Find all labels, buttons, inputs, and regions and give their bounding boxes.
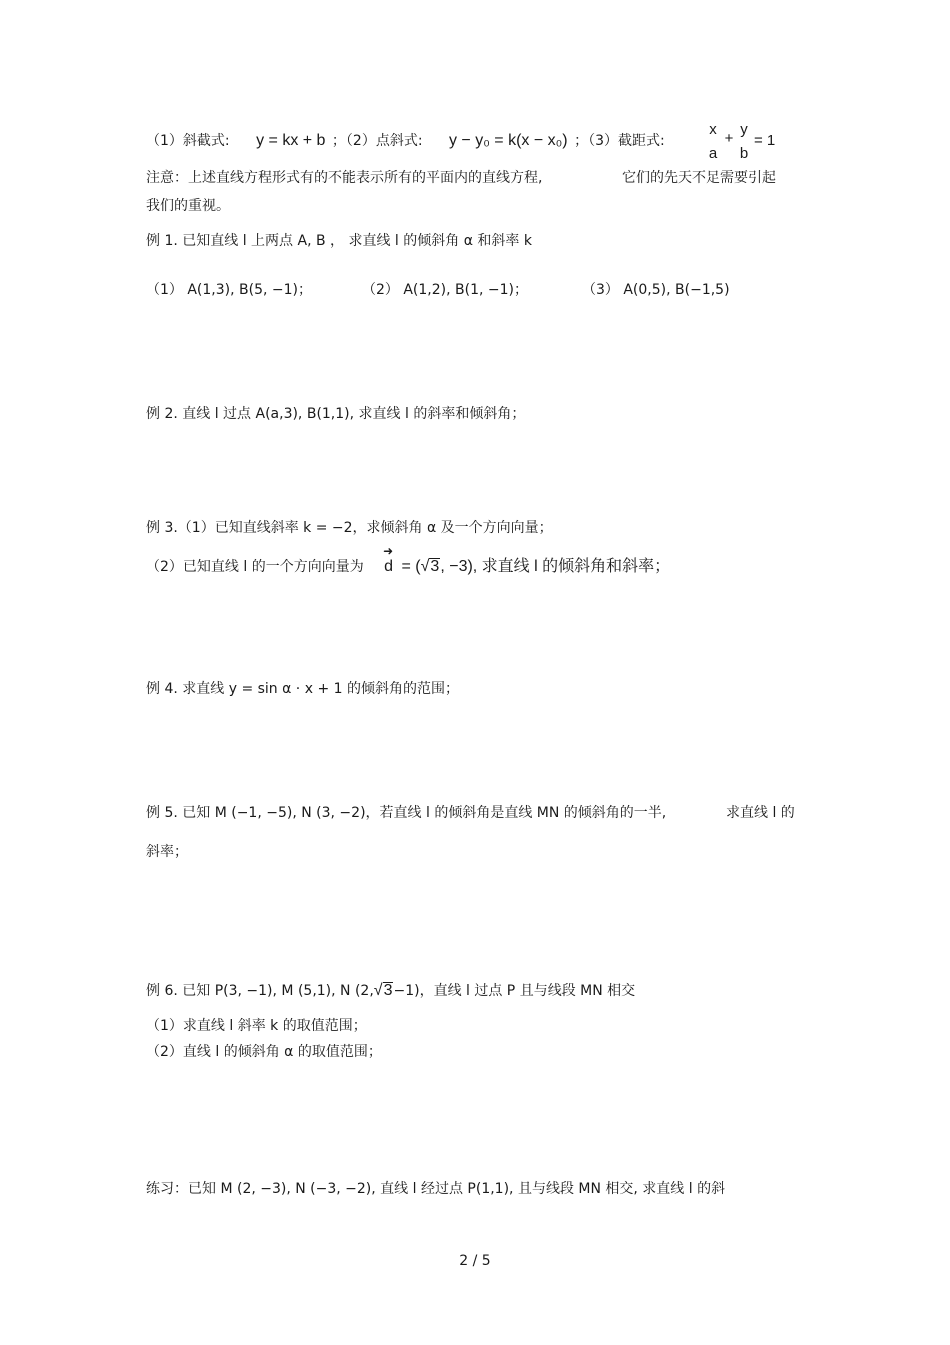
point-slope-equation: y − y₀ = k(x − x₀) (448, 132, 568, 149)
note-line-2: 我们的重视。 (146, 198, 230, 214)
intercept-frac-y (737, 121, 751, 163)
intercept-rhs: = 1 (754, 132, 776, 149)
example-4: 例 4. 求直线 y = sin α · x + 1 的倾斜角的范围； (146, 681, 459, 697)
direction-vector: ➜ d (383, 544, 394, 575)
example-1-part-3: （3） A(0,5), B(−1,5) (582, 282, 730, 298)
vector-arrow-icon: ➜ (383, 544, 394, 558)
example-6-question-1: （1）求直线 l 斜率 k 的取值范围； (146, 1018, 367, 1034)
sqrt-3: √3 (373, 982, 393, 999)
frac-numerator-x: x (709, 121, 717, 138)
example-1-part-2: （2） A(1,2), B(1, −1)； (362, 282, 528, 298)
example-6-title (146, 981, 635, 1001)
practice-problem: 练习：已知 M (2, −3), N (−3, −2), 直线 l 经过点 P(1,1), 且与线段 MN 相交, 求直线 l 的斜 (146, 1181, 726, 1197)
frac-denominator-a: a (708, 145, 718, 162)
sqrt-3: √3 (420, 558, 440, 575)
formula-line (146, 131, 665, 151)
vector-equals: = ( (401, 558, 421, 575)
example-5-line-2: 斜率； (146, 844, 188, 860)
example-1-part-1: （1） A(1,3), B(5, −1)； (146, 282, 312, 298)
frac-denominator-b: b (739, 145, 749, 162)
example-5-line-1b: 求直线 l 的 (726, 805, 795, 821)
example-3-line-2-text: （2）已知直线 l 的一个方向向量为 (146, 559, 364, 575)
example-3-line-1: 例 3.（1）已知直线斜率 k = −2，求倾斜角 α 及一个方向向量； (146, 520, 553, 536)
intercept-label: ；（3）截距式: (574, 133, 665, 149)
example-2: 例 2. 直线 l 过点 A(a,3), B(1,1), 求直线 l 的斜率和倾斜角； (146, 406, 526, 422)
slope-intercept-equation: y = kx + b (256, 132, 326, 149)
frac-numerator-y: y (740, 121, 748, 138)
intercept-frac-x (706, 121, 720, 163)
example-6-question-2: （2）直线 l 的倾斜角 α 的取值范围； (146, 1044, 382, 1060)
page-number: 2 / 5 (459, 1253, 491, 1269)
example-1-title: 例 1. 已知直线 l 上两点 A, B ， 求直线 l 的倾斜角 α 和斜率 k (146, 233, 532, 249)
point-slope-label: ；（2）点斜式: (331, 133, 423, 149)
example-5-line-1a: 例 5. 已知 M (−1, −5), N (3, −2)，若直线 l 的倾斜角是直线 MN 的倾斜角的一半, (146, 805, 667, 821)
note-line-1a: 注意：上述直线方程形式有的不能表示所有的平面内的直线方程, (146, 170, 543, 186)
note-line-1b: 它们的先天不足需要引起 (622, 170, 776, 186)
example-6-title-b: −1)，直线 l 过点 P 且与线段 MN 相交 (393, 983, 636, 999)
intercept-plus: + (724, 130, 734, 147)
example-3-line-2-tail: , −3), 求直线 l 的倾斜角和斜率； (440, 558, 671, 575)
example-6-title-a: 例 6. 已知 P(3, −1), M (5,1), N (2, (146, 983, 374, 999)
slope-intercept-label: （1）斜截式: (146, 133, 230, 149)
example-3-line-2 (146, 544, 671, 577)
